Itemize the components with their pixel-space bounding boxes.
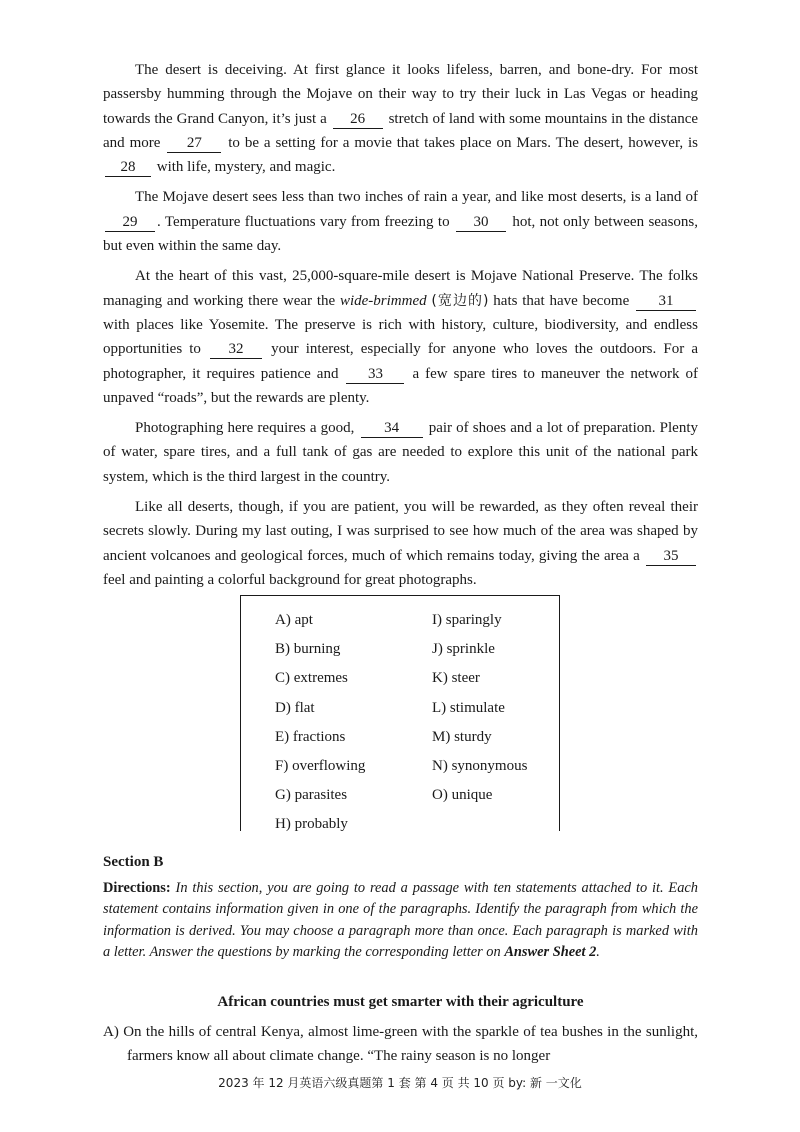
- blank-31: 31: [636, 293, 696, 311]
- text: hats that have become: [493, 292, 630, 309]
- option: A) apt: [275, 612, 313, 628]
- option: O) unique: [432, 787, 493, 804]
- blank-33: 33: [346, 366, 404, 384]
- text: Like all deserts, though, if you are patient, you will be rewarded, as they often reveal their secrets slowly. During my last outing, I was surprised to see how much of the area was shaped by ancient volcanoes and geological forces, much of which remains today, giving the area a: [103, 499, 698, 564]
- blank-30: 30: [456, 214, 506, 232]
- text: pair of shoes and a lot of preparation. Plenty of water, spare tires, and a full tank of gas are needed to explore this unit of the national park system, which is the third largest in the country.: [103, 420, 698, 485]
- blank-26: 26: [333, 111, 383, 129]
- word-bank-right-column: [432, 606, 527, 810]
- text: stretch of land with some mountains in the distance and more: [103, 110, 699, 151]
- chinese-gloss: (宽边的): [431, 292, 489, 309]
- text: Photographing here requires a good,: [135, 420, 355, 437]
- option: F) overflowing: [275, 758, 366, 775]
- text: to be a setting for a movie that takes place on Mars. The desert, however, is: [228, 134, 699, 151]
- text: The Mojave desert sees less than two inches of rain a year, and like most deserts, is a land of: [135, 189, 698, 206]
- option: H) probably: [275, 816, 348, 833]
- option: D) flat: [275, 699, 315, 716]
- paragraph-2: [103, 185, 698, 258]
- paragraph-3: [103, 264, 698, 410]
- word-bank-left-column: [275, 606, 365, 840]
- option: M) sturdy: [432, 728, 492, 745]
- article-title: African countries must get smarter with their agriculture: [217, 994, 584, 1010]
- option: L) stimulate: [432, 699, 505, 716]
- text: with places like Yosemite. The preserve is rich with history, culture, biodiversity, and endless opportunities to: [103, 316, 698, 358]
- blank-35: 35: [646, 548, 696, 566]
- text: At the heart of this vast, 25,000-square-mile desert is Mojave National Preserve. The folks managing and working there wear the: [103, 268, 698, 309]
- option: G) parasites: [275, 787, 348, 804]
- text: . Temperature fluctuations vary from freezing to: [157, 213, 450, 230]
- option: B) burning: [275, 641, 341, 658]
- page-footer: 2023 年 12 月英语六级真题第 1 套 第 4 页 共 10 页 by: 新 一文化: [218, 1076, 582, 1090]
- paragraph-4: [103, 416, 698, 489]
- cloze-passage: [103, 58, 698, 598]
- blank-28: 28: [105, 159, 151, 177]
- word-bank: [240, 595, 560, 831]
- italic-term: wide-brimmed: [339, 292, 427, 309]
- blank-34: 34: [361, 420, 423, 438]
- option: N) synonymous: [432, 758, 528, 775]
- paragraph-5: [103, 495, 698, 592]
- directions-label: Directions:: [103, 880, 171, 896]
- text: The desert is deceiving. At first glance it looks lifeless, barren, and bone-dry. For most passersby humming through the Mojave on their way to try their luck in Las Vegas or heading towards the Grand Canyon, it’s just a: [103, 62, 698, 127]
- text: feel and painting a colorful background for great photographs.: [103, 571, 477, 588]
- text: hot, not only between seasons, but even within the same day.: [103, 213, 699, 255]
- blank-27: 27: [167, 135, 221, 153]
- directions-end: .: [596, 943, 600, 960]
- section-heading: Section B: [103, 854, 164, 870]
- text: with life, mystery, and magic.: [156, 159, 336, 176]
- text: your interest, especially for anyone who loves the outdoors. For a photographer, it requires patience and: [103, 341, 698, 382]
- directions: [103, 878, 698, 963]
- option: K) steer: [432, 670, 480, 687]
- option: C) extremes: [275, 670, 348, 687]
- paragraph-a: A) On the hills of central Kenya, almost lime-green with the sparkle of tea bushes in the sunlight, farmers know all about climate change. “The rainy season is no longer: [103, 1024, 698, 1064]
- option: I) sparingly: [432, 612, 502, 628]
- text: a few spare tires to maneuver the network of unpaved “roads”, but the rewards are plenty.: [103, 365, 698, 406]
- directions-text: In this section, you are going to read a passage with ten statements attached to it. Each statement contains information given in one of the paragraphs. Identify the paragraph from which the information is derived. You may choose a paragraph more than once. Each paragraph is marked with a letter. Answer the questions by marking the corresponding letter on: [103, 880, 698, 960]
- blank-29: 29: [105, 214, 155, 232]
- option: J) sprinkle: [432, 641, 495, 658]
- blank-32: 32: [210, 341, 262, 359]
- paragraph-1: [103, 58, 698, 179]
- answer-sheet-ref: Answer Sheet 2: [504, 943, 597, 960]
- option: E) fractions: [275, 728, 346, 745]
